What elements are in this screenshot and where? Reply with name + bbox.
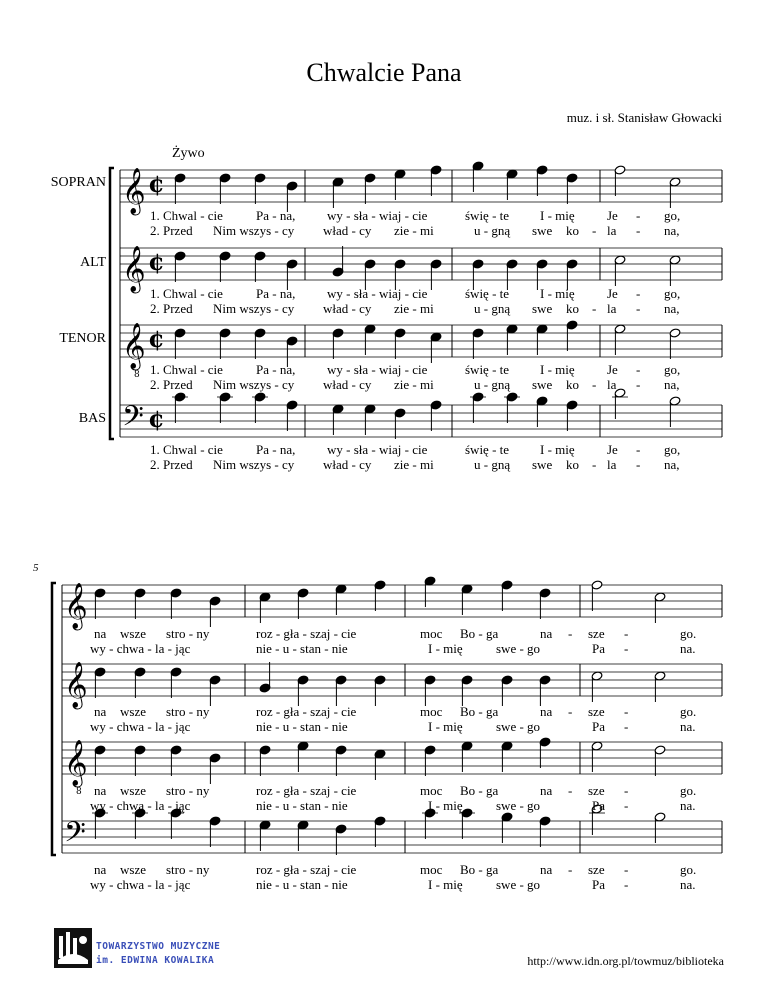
lyric-syllable-verse2: - (624, 877, 629, 892)
lyric-syllable-verse2: - (592, 377, 597, 392)
bass-clef-icon: 𝄢 (64, 816, 86, 856)
lyric-syllable-verse2: swe - go (496, 641, 541, 656)
lyric-syllable-verse1: sze (588, 704, 605, 719)
lyric-syllable-verse1: go. (680, 704, 697, 719)
lyric-syllable-verse2: - (592, 301, 597, 316)
lyric-syllable-verse1: Pa - na, (256, 208, 296, 223)
lyric-syllable-verse1: moc (420, 862, 443, 877)
lyric-syllable-verse2: wy - chwa - la - jąc (90, 798, 191, 813)
lyric-syllable-verse1: - (636, 208, 641, 223)
lyric-syllable-verse2: nie - u - stan - nie (256, 719, 348, 734)
lyric-syllable-verse1: sze (588, 626, 605, 641)
lyric-syllable-verse2: na. (680, 641, 696, 656)
lyric-syllable-verse2: nie - u - stan - nie (256, 798, 348, 813)
lyric-syllable-verse2: I - mię (428, 641, 463, 656)
lyric-syllable-verse2: la (607, 301, 617, 316)
lyric-syllable-verse1: świę - te (465, 362, 510, 377)
lyric-syllable-verse1: wsze (120, 626, 146, 641)
lyric-syllable-verse2: Pa (592, 798, 605, 813)
bass-clef-icon: 𝄢 (122, 400, 144, 440)
lyric-syllable-verse1: wy - sła - wiaj - cie (327, 286, 428, 301)
lyric-syllable-verse1: wy - sła - wiaj - cie (327, 362, 428, 377)
lyric-syllable-verse1: na (540, 862, 553, 877)
lyric-syllable-verse2: - (636, 223, 641, 238)
lyric-syllable-verse1: - (568, 862, 573, 877)
lyric-syllable-verse1: 1. Chwal - cie (150, 362, 223, 377)
lyric-syllable-verse1: I - mię (540, 442, 575, 457)
lyric-syllable-verse1: moc (420, 704, 443, 719)
lyric-syllable-verse2: ko (566, 377, 579, 392)
lyric-syllable-verse2: Nim wszys - cy (213, 377, 295, 392)
cut-time-icon: ¢ (148, 169, 165, 198)
lyric-syllable-verse1: wsze (120, 704, 146, 719)
lyric-syllable-verse2: - (636, 377, 641, 392)
lyric-syllable-verse2: I - mię (428, 877, 463, 892)
lyric-syllable-verse1: 1. Chwal - cie (150, 286, 223, 301)
lyric-syllable-verse1: wsze (120, 783, 146, 798)
footer-url[interactable]: http://www.idn.org.pl/towmuz/biblioteka (527, 954, 724, 968)
lyric-syllable-verse1: Je (607, 362, 618, 377)
lyric-syllable-verse2: Nim wszys - cy (213, 457, 295, 472)
lyric-syllable-verse2: na. (680, 719, 696, 734)
treble-clef-icon: 𝄞 (64, 740, 88, 786)
lyric-syllable-verse2: wład - cy (323, 301, 372, 316)
lyric-syllable-verse2: ko (566, 223, 579, 238)
lyric-syllable-verse1: stro - ny (166, 626, 210, 641)
lyric-syllable-verse1: świę - te (465, 442, 510, 457)
lyric-syllable-verse2: swe - go (496, 719, 541, 734)
treble-clef-icon: 𝄞 (122, 323, 146, 369)
lyric-syllable-verse1: Je (607, 286, 618, 301)
lyric-syllable-verse2: swe (532, 377, 553, 392)
lyric-syllable-verse1: na (94, 783, 107, 798)
lyric-syllable-verse1: go, (664, 208, 681, 223)
lyric-syllable-verse2: zie - mi (394, 377, 434, 392)
lyric-syllable-verse1: - (624, 626, 629, 641)
lyric-syllable-verse2: nie - u - stan - nie (256, 877, 348, 892)
lyric-syllable-verse1: Pa - na, (256, 362, 296, 377)
tempo-marking: Żywo (172, 146, 205, 161)
lyric-syllable-verse2: - (636, 301, 641, 316)
system-bracket (52, 583, 56, 855)
lyric-syllable-verse2: Nim wszys - cy (213, 301, 295, 316)
lyric-syllable-verse1: stro - ny (166, 783, 210, 798)
lyric-syllable-verse2: swe (532, 301, 553, 316)
score-title: Chwalcie Pana (306, 58, 462, 87)
lyric-syllable-verse2: la (607, 377, 617, 392)
lyric-syllable-verse1: moc (420, 626, 443, 641)
lyric-syllable-verse1: na (94, 704, 107, 719)
lyric-syllable-verse2: nie - u - stan - nie (256, 641, 348, 656)
treble-clef-icon: 𝄞 (64, 583, 88, 629)
lyric-syllable-verse1: Bo - ga (460, 704, 499, 719)
lyric-syllable-verse2: wy - chwa - la - jąc (90, 641, 191, 656)
lyric-syllable-verse1: - (636, 286, 641, 301)
lyric-syllable-verse2: Pa (592, 641, 605, 656)
cut-time-icon: ¢ (148, 324, 165, 353)
lyric-syllable-verse1: wsze (120, 862, 146, 877)
lyric-syllable-verse2: - (636, 457, 641, 472)
society-logo (54, 928, 92, 968)
lyric-syllable-verse1: Bo - ga (460, 862, 499, 877)
lyric-syllable-verse2: zie - mi (394, 301, 434, 316)
lyric-syllable-verse1: 1. Chwal - cie (150, 208, 223, 223)
lyric-syllable-verse2: ko (566, 457, 579, 472)
lyric-syllable-verse1: I - mię (540, 362, 575, 377)
lyric-syllable-verse2: 2. Przed (150, 301, 193, 316)
lyric-syllable-verse2: swe (532, 223, 553, 238)
lyric-syllable-verse1: go. (680, 862, 697, 877)
lyric-syllable-verse1: go. (680, 626, 697, 641)
lyric-syllable-verse1: I - mię (540, 286, 575, 301)
lyric-syllable-verse1: - (568, 783, 573, 798)
lyric-syllable-verse1: roz - gła - szaj - cie (256, 783, 357, 798)
lyric-syllable-verse2: na. (680, 798, 696, 813)
lyric-syllable-verse2: Nim wszys - cy (213, 223, 295, 238)
lyric-syllable-verse2: 2. Przed (150, 377, 193, 392)
lyric-syllable-verse2: u - gną (474, 457, 511, 472)
lyric-syllable-verse2: - (624, 798, 629, 813)
lyric-syllable-verse1: Pa - na, (256, 286, 296, 301)
lyric-syllable-verse1: - (636, 442, 641, 457)
lyric-syllable-verse1: - (568, 704, 573, 719)
lyric-syllable-verse2: swe (532, 457, 553, 472)
lyric-syllable-verse2: zie - mi (394, 457, 434, 472)
lyric-syllable-verse1: go, (664, 362, 681, 377)
logo-text-line1: TOWARZYSTWO MUZYCZNE (96, 941, 221, 952)
lyric-syllable-verse1: go, (664, 442, 681, 457)
lyric-syllable-verse2: zie - mi (394, 223, 434, 238)
lyric-syllable-verse1: go, (664, 286, 681, 301)
lyric-syllable-verse1: go. (680, 783, 697, 798)
octave-marker: 8 (76, 787, 82, 797)
lyric-syllable-verse2: swe - go (496, 877, 541, 892)
lyric-syllable-verse2: u - gną (474, 301, 511, 316)
lyric-syllable-verse1: - (568, 626, 573, 641)
lyric-syllable-verse2: wład - cy (323, 457, 372, 472)
lyric-syllable-verse1: na (94, 626, 107, 641)
lyric-syllable-verse2: 2. Przed (150, 223, 193, 238)
lyric-syllable-verse1: Bo - ga (460, 626, 499, 641)
voice-label-tenor: TENOR (59, 331, 106, 346)
lyric-syllable-verse1: roz - gła - szaj - cie (256, 704, 357, 719)
voice-label-bass: BAS (78, 411, 106, 426)
lyric-syllable-verse2: - (624, 641, 629, 656)
lyric-syllable-verse2: wy - chwa - la - jąc (90, 877, 191, 892)
lyric-syllable-verse1: Je (607, 208, 618, 223)
lyric-syllable-verse2: Pa (592, 877, 605, 892)
lyric-syllable-verse1: stro - ny (166, 704, 210, 719)
octave-marker: 8 (134, 370, 140, 380)
lyric-syllable-verse2: I - mię (428, 798, 463, 813)
measure-number: 5 (33, 562, 39, 574)
lyric-syllable-verse1: roz - gła - szaj - cie (256, 626, 357, 641)
lyric-syllable-verse2: Pa (592, 719, 605, 734)
lyric-syllable-verse2: na. (680, 877, 696, 892)
lyric-syllable-verse2: wład - cy (323, 377, 372, 392)
lyric-syllable-verse1: - (624, 704, 629, 719)
lyric-syllable-verse1: wy - sła - wiaj - cie (327, 208, 428, 223)
lyric-syllable-verse2: u - gną (474, 223, 511, 238)
lyric-syllable-verse2: la (607, 457, 617, 472)
lyric-syllable-verse2: na, (664, 457, 680, 472)
logo-text-line2: im. EDWINA KOWALIKA (96, 955, 215, 966)
voice-label-alto: ALT (80, 255, 106, 270)
lyric-syllable-verse1: roz - gła - szaj - cie (256, 862, 357, 877)
lyric-syllable-verse2: - (592, 457, 597, 472)
lyric-syllable-verse1: sze (588, 783, 605, 798)
lyric-syllable-verse1: na (540, 704, 553, 719)
voice-label-soprano: SOPRAN (50, 175, 106, 190)
lyric-syllable-verse1: - (624, 783, 629, 798)
lyric-syllable-verse2: wład - cy (323, 223, 372, 238)
lyric-syllable-verse1: Bo - ga (460, 783, 499, 798)
lyric-syllable-verse1: świę - te (465, 286, 510, 301)
lyric-syllable-verse2: wy - chwa - la - jąc (90, 719, 191, 734)
lyric-syllable-verse1: sze (588, 862, 605, 877)
lyric-syllable-verse1: na (540, 783, 553, 798)
lyric-syllable-verse1: I - mię (540, 208, 575, 223)
lyric-syllable-verse2: I - mię (428, 719, 463, 734)
composer-credit: muz. i sł. Stanisław Głowacki (566, 110, 722, 125)
lyric-syllable-verse2: na, (664, 377, 680, 392)
system-bracket (110, 168, 114, 439)
lyric-syllable-verse1: stro - ny (166, 862, 210, 877)
treble-clef-icon: 𝄞 (64, 662, 88, 708)
lyric-syllable-verse1: Pa - na, (256, 442, 296, 457)
treble-clef-icon: 𝄞 (122, 168, 146, 214)
cut-time-icon: ¢ (148, 247, 165, 276)
lyric-syllable-verse1: wy - sła - wiaj - cie (327, 442, 428, 457)
lyric-syllable-verse2: 2. Przed (150, 457, 193, 472)
lyric-syllable-verse2: na, (664, 223, 680, 238)
lyric-syllable-verse1: - (636, 362, 641, 377)
lyric-syllable-verse1: na (94, 862, 107, 877)
lyric-syllable-verse2: na, (664, 301, 680, 316)
lyric-syllable-verse1: świę - te (465, 208, 510, 223)
lyric-syllable-verse2: ko (566, 301, 579, 316)
lyric-syllable-verse2: swe - go (496, 798, 541, 813)
treble-clef-icon: 𝄞 (122, 246, 146, 292)
lyric-syllable-verse1: Je (607, 442, 618, 457)
lyric-syllable-verse1: 1. Chwal - cie (150, 442, 223, 457)
lyric-syllable-verse1: - (624, 862, 629, 877)
lyric-syllable-verse2: u - gną (474, 377, 511, 392)
cut-time-icon: ¢ (148, 404, 165, 433)
lyric-syllable-verse1: na (540, 626, 553, 641)
lyric-syllable-verse2: - (624, 719, 629, 734)
lyric-syllable-verse1: moc (420, 783, 443, 798)
lyric-syllable-verse2: la (607, 223, 617, 238)
lyric-syllable-verse2: - (592, 223, 597, 238)
